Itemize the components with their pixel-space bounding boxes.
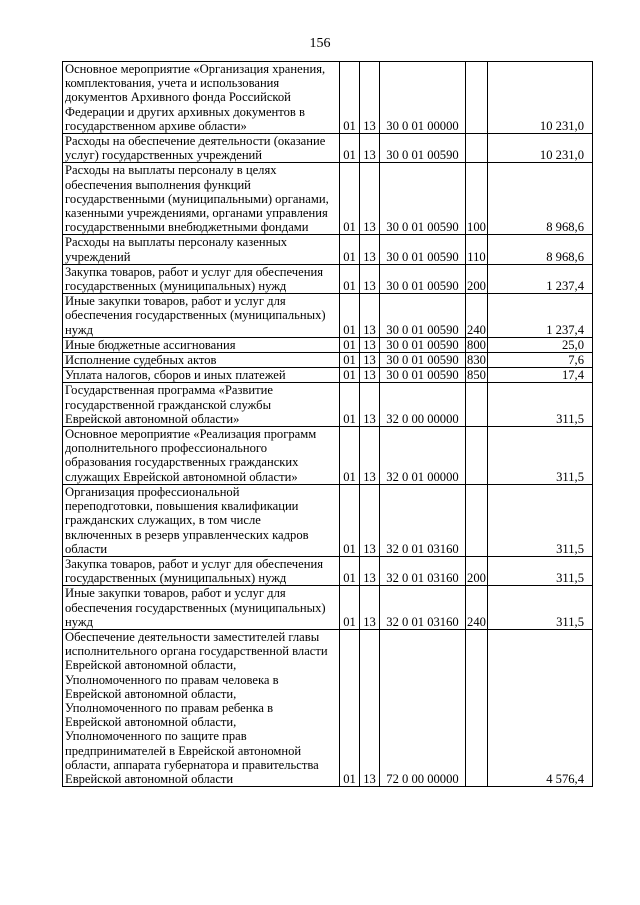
table-row: [63, 134, 593, 163]
table-row: [63, 62, 593, 134]
budget-table: [62, 61, 593, 787]
col-amount: 17,4: [488, 368, 593, 383]
col-razdel: 01: [340, 368, 360, 383]
col-target-article: 30 0 01 00590: [380, 353, 466, 368]
expense-name: Уплата налогов, сборов и иных платежей: [63, 368, 340, 383]
col-amount: 10 231,0: [488, 134, 593, 163]
col-expense-type: [466, 629, 488, 786]
table-row: [63, 235, 593, 264]
col-razdel: 01: [340, 383, 360, 427]
col-target-article: 30 0 01 00000: [380, 62, 466, 134]
col-expense-type: [466, 134, 488, 163]
col-razdel: 01: [340, 353, 360, 368]
table-row: [63, 353, 593, 368]
col-expense-type: [466, 383, 488, 427]
col-amount: 311,5: [488, 427, 593, 485]
expense-name: Закупка товаров, работ и услуг для обеспечения государственных (муниципальных) нужд: [63, 264, 340, 293]
col-expense-type: [466, 62, 488, 134]
table-row: [63, 383, 593, 427]
col-expense-type: 100: [466, 163, 488, 235]
col-podrazdel: 13: [360, 353, 380, 368]
col-expense-type: 240: [466, 586, 488, 630]
col-razdel: 01: [340, 337, 360, 352]
col-target-article: 30 0 01 00590: [380, 337, 466, 352]
col-amount: 8 968,6: [488, 163, 593, 235]
col-razdel: 01: [340, 586, 360, 630]
col-podrazdel: 13: [360, 368, 380, 383]
col-razdel: 01: [340, 235, 360, 264]
col-amount: 311,5: [488, 556, 593, 585]
col-target-article: 32 0 01 03160: [380, 556, 466, 585]
expense-name: Иные закупки товаров, работ и услуг для обеспечения государственных (муниципальных) нужд: [63, 586, 340, 630]
col-amount: 311,5: [488, 484, 593, 556]
col-amount: 7,6: [488, 353, 593, 368]
col-expense-type: 850: [467, 368, 486, 383]
col-amount: 311,5: [488, 383, 593, 427]
table-row: [63, 586, 593, 630]
expense-name: Организация профессиональной переподготовки, повышения квалификации гражданских служащих, в том числе включенных в резерв управленческих кадров области: [63, 484, 340, 556]
col-expense-type: 200: [466, 264, 488, 293]
col-target-article: 30 0 01 00590: [380, 163, 466, 235]
col-razdel: 01: [340, 484, 360, 556]
col-target-article: 72 0 00 00000: [380, 629, 466, 786]
table-row: [63, 556, 593, 585]
table-row: [63, 368, 593, 383]
col-amount: 8 968,6: [488, 235, 593, 264]
col-target-article: 30 0 01 00590: [380, 368, 466, 383]
table-row: [63, 163, 593, 235]
col-razdel: 01: [340, 264, 360, 293]
col-expense-type: 830: [467, 353, 486, 368]
col-podrazdel: 13: [360, 556, 380, 585]
expense-name: Основное мероприятие «Реализация программ дополнительного профессионального образования государственных гражданских служащих Еврейской автономной области»: [63, 427, 340, 485]
expense-name: Обеспечение деятельности заместителей главы исполнительного органа государственной власти Еврейской автономной области, Уполномоченного по правам человека в Еврейской автономной области, Уполномоченного по правам ребенка в Еврейской автономной области, Уполномоченного по защите прав предпринимателей в Еврейской автономной области, аппарата губернатора и правительства Еврейской автономной области: [63, 629, 340, 786]
table-row: [63, 427, 593, 485]
col-amount: 1 237,4: [488, 264, 593, 293]
col-podrazdel: 13: [360, 235, 380, 264]
col-podrazdel: 13: [360, 383, 380, 427]
expense-name: Основное мероприятие «Организация хранения, комплектования, учета и использования документов Архивного фонда Российской Федерации и других архивных документов в государственном архиве области»: [63, 62, 340, 134]
table-row: [63, 484, 593, 556]
col-amount: 311,5: [488, 586, 593, 630]
expense-name: Государственная программа «Развитие государственной гражданской службы Еврейской автономной области»: [63, 383, 340, 427]
table-row: [63, 337, 593, 352]
col-target-article: 30 0 01 00590: [380, 294, 466, 338]
col-podrazdel: 13: [360, 62, 380, 134]
col-expense-type: [466, 427, 488, 485]
col-target-article: 30 0 01 00590: [380, 235, 466, 264]
expense-name: Иные бюджетные ассигнования: [63, 337, 340, 352]
col-amount: 10 231,0: [488, 62, 593, 134]
col-podrazdel: 13: [360, 427, 380, 485]
col-expense-type: 110: [466, 235, 488, 264]
col-podrazdel: 13: [360, 163, 380, 235]
expense-name: Исполнение судебных актов: [63, 353, 340, 368]
expense-name: Расходы на выплаты персоналу казенных учреждений: [63, 235, 340, 264]
col-podrazdel: 13: [360, 586, 380, 630]
table-row: [63, 294, 593, 338]
col-amount: 25,0: [488, 337, 593, 352]
col-razdel: 01: [340, 62, 360, 134]
col-expense-type: 240: [466, 294, 488, 338]
col-target-article: 30 0 01 00590: [380, 264, 466, 293]
col-razdel: 01: [340, 556, 360, 585]
col-razdel: 01: [340, 134, 360, 163]
col-expense-type: [466, 484, 488, 556]
expense-name: Расходы на выплаты персоналу в целях обеспечения выполнения функций государственными (муниципальными) органами, казенными учреждениями, органами управления государственными внебюджетными фондами: [63, 163, 340, 235]
table-row: [63, 264, 593, 293]
expense-name: Закупка товаров, работ и услуг для обеспечения государственных (муниципальных) нужд: [63, 556, 340, 585]
col-target-article: 30 0 01 00590: [380, 134, 466, 163]
expense-name: Расходы на обеспечение деятельности (оказание услуг) государственных учреждений: [63, 134, 340, 163]
col-podrazdel: 13: [360, 264, 380, 293]
col-podrazdel: 13: [360, 484, 380, 556]
col-amount: 4 576,4: [488, 629, 593, 786]
col-razdel: 01: [340, 294, 360, 338]
col-podrazdel: 13: [360, 294, 380, 338]
col-razdel: 01: [340, 629, 360, 786]
col-target-article: 32 0 01 03160: [380, 484, 466, 556]
col-razdel: 01: [340, 163, 360, 235]
col-podrazdel: 13: [360, 134, 380, 163]
table-row: [63, 629, 593, 786]
col-razdel: 01: [340, 427, 360, 485]
col-podrazdel: 13: [360, 629, 380, 786]
col-target-article: 32 0 01 03160: [380, 586, 466, 630]
col-target-article: 32 0 01 00000: [380, 427, 466, 485]
col-target-article: 32 0 00 00000: [380, 383, 466, 427]
col-podrazdel: 13: [360, 337, 380, 352]
col-expense-type: 200: [466, 556, 488, 585]
col-expense-type: 800: [467, 337, 486, 352]
col-amount: 1 237,4: [488, 294, 593, 338]
expense-name: Иные закупки товаров, работ и услуг для обеспечения государственных (муниципальных) нужд: [63, 294, 340, 338]
page-number: 156: [309, 36, 331, 51]
